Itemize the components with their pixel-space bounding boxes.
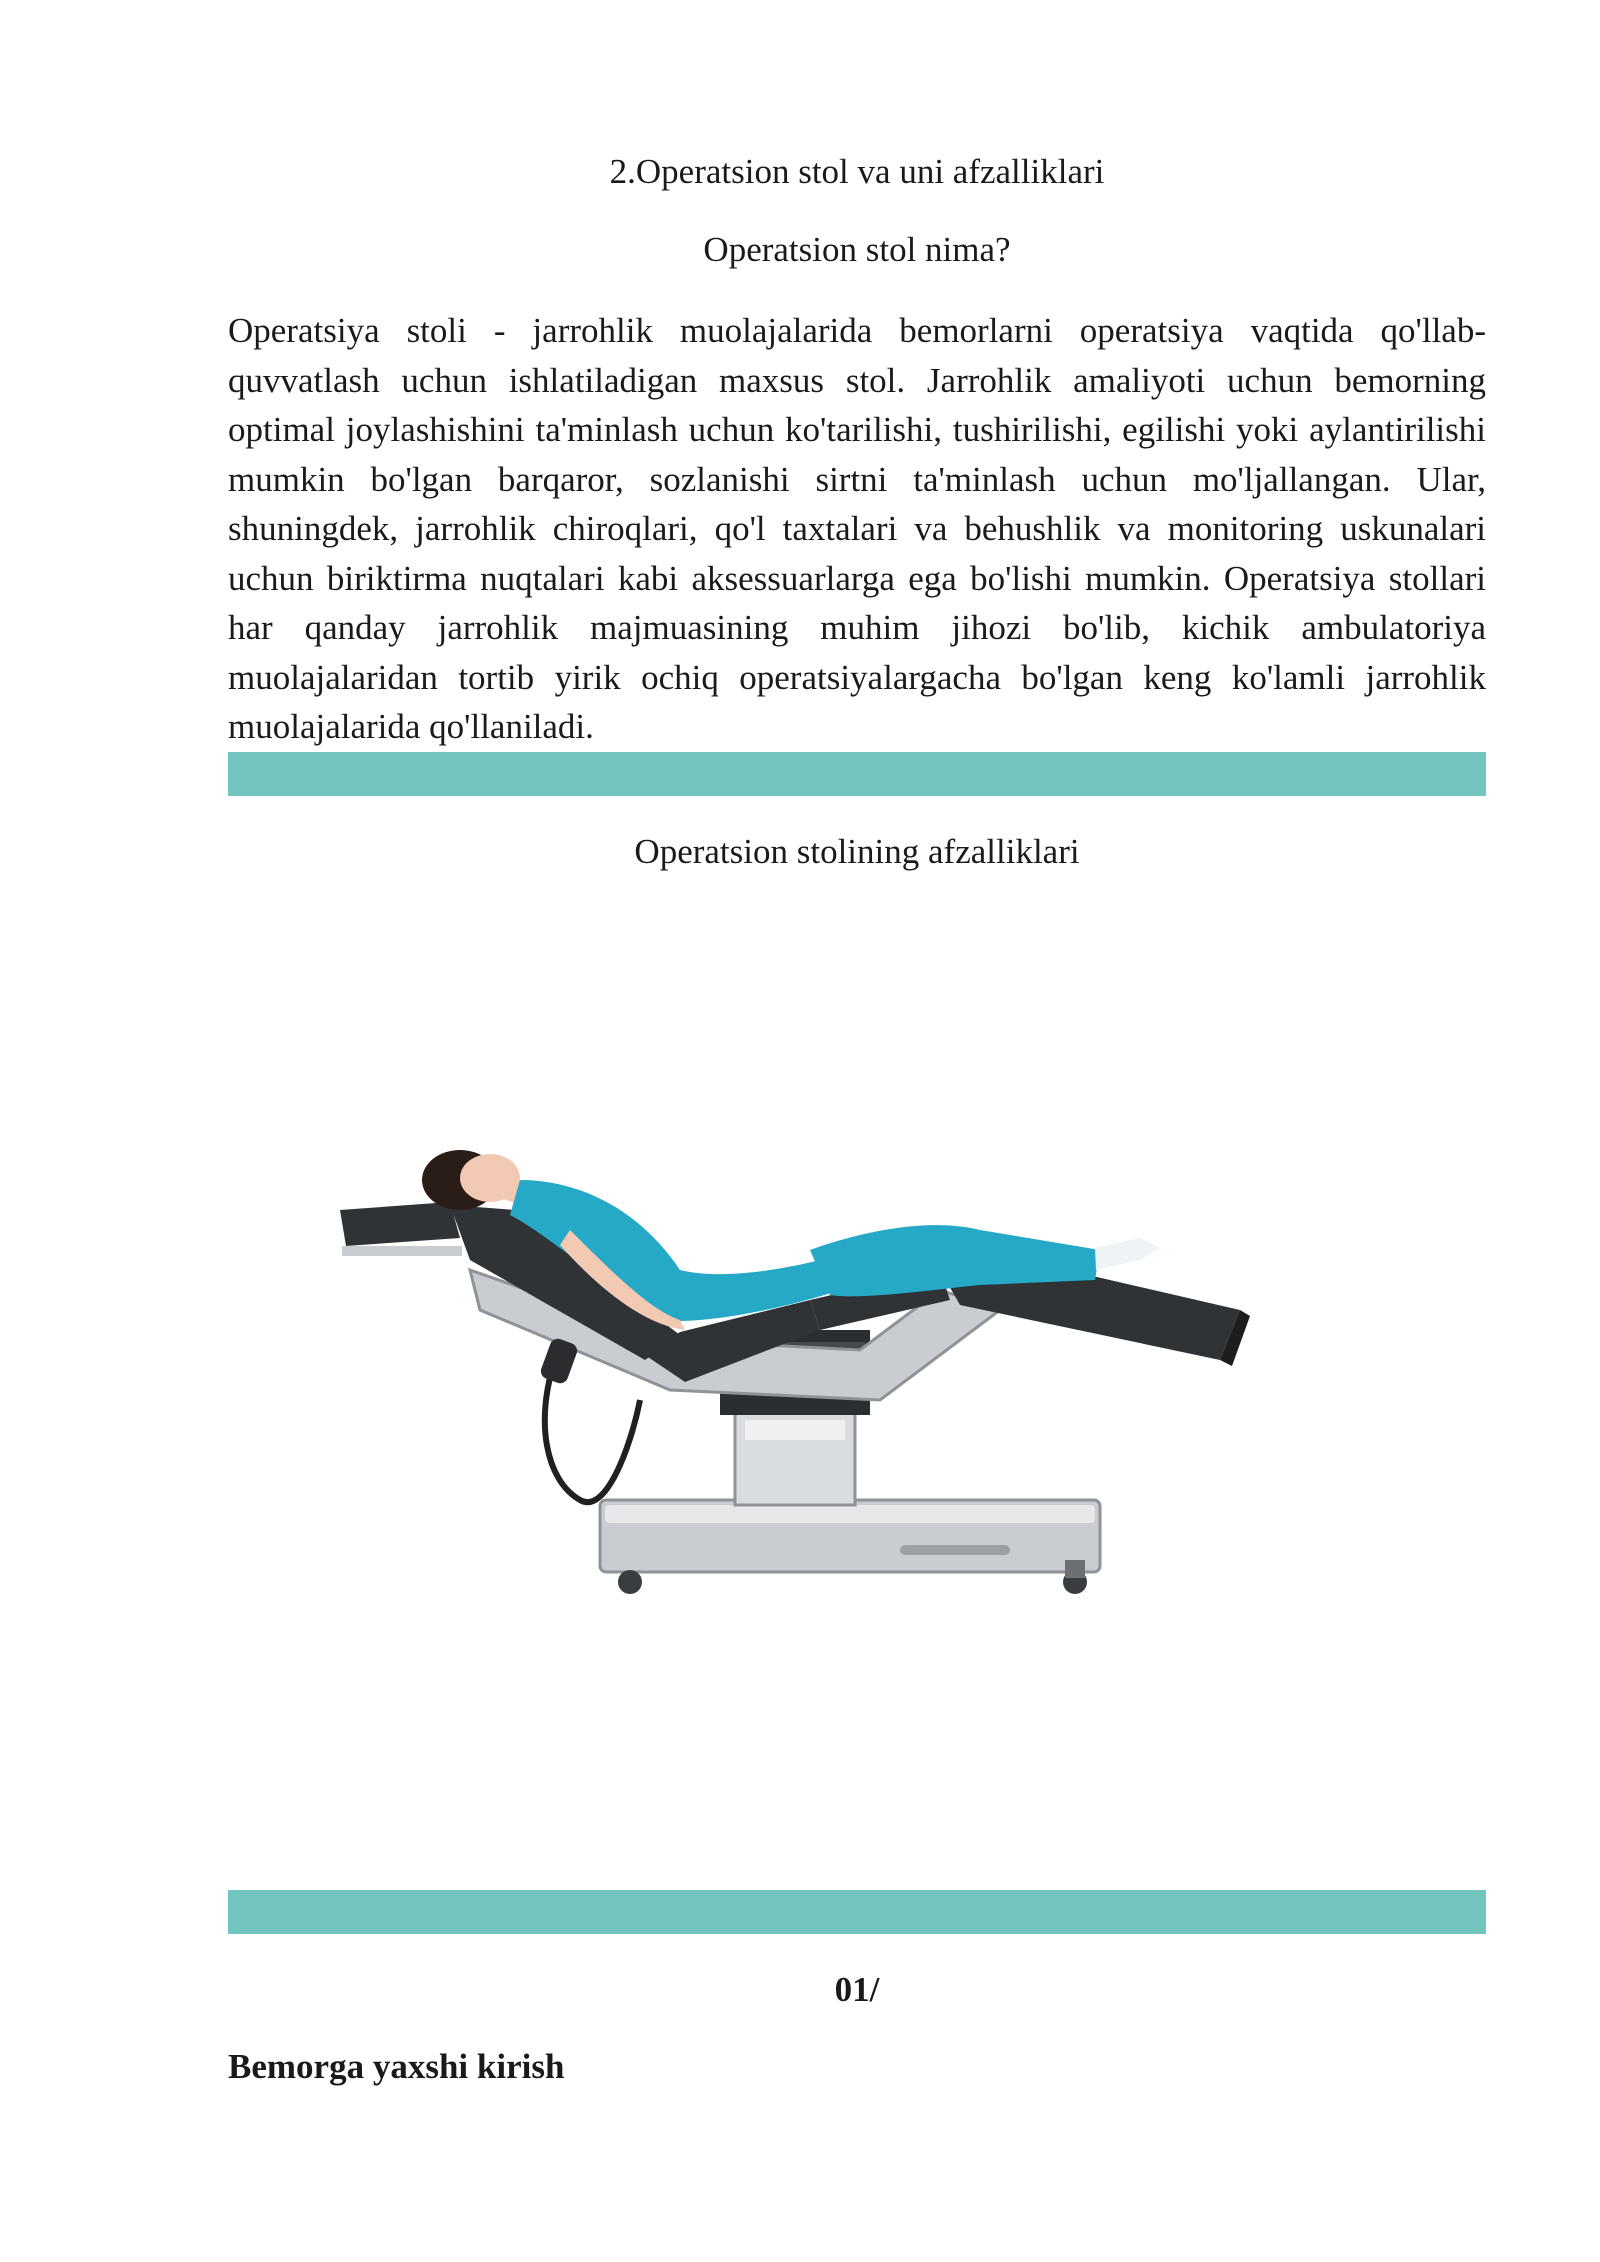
document-title: 2.Operatsion stol va uni afzalliklari: [609, 152, 1105, 191]
table-base: [600, 1500, 1100, 1594]
section-heading: Bemorga yaxshi kirish: [228, 2047, 565, 2086]
divider-band-bottom: [228, 1890, 1486, 1934]
page-number: 01/: [834, 1970, 880, 2009]
section-subtitle: Operatsion stol nima?: [703, 230, 1011, 269]
operating-table-illustration: [340, 1120, 1380, 1640]
divider-band-top: [228, 752, 1486, 796]
advantages-heading: Operatsion stolining afzalliklari: [634, 832, 1080, 871]
body-paragraph: Operatsiya stoli - jarrohlik muolajalarida bemorlarni operatsiya vaqtida qo'llab-quvvatlash uchun ishlatiladigan maxsus stol. Jarrohlik amaliyoti uchun bemorning optimal joylashishini ta'minlash uchun ko'tarilishi, tushirilishi, egilishi yoki aylantirilishi mumkin bo'lgan barqaror, sozlanishi sirtni ta'minlash uchun mo'ljallangan. Ular, shuningdek, jarrohlik chiroqlari, qo'l taxtalari va behushlik va monitoring uskunalari uchun biriktirma nuqtalari kabi aksessuarlarga ega bo'lishi mumkin. Operatsiya stollari har qanday jarrohlik majmuasining muhim jihozi bo'lib, kichik ambulatoriya muolajalaridan tortib yirik ochiq operatsiyalargacha bo'lgan keng ko'lamli jarrohlik muolajalarida qo'llaniladi.: [228, 311, 1486, 746]
